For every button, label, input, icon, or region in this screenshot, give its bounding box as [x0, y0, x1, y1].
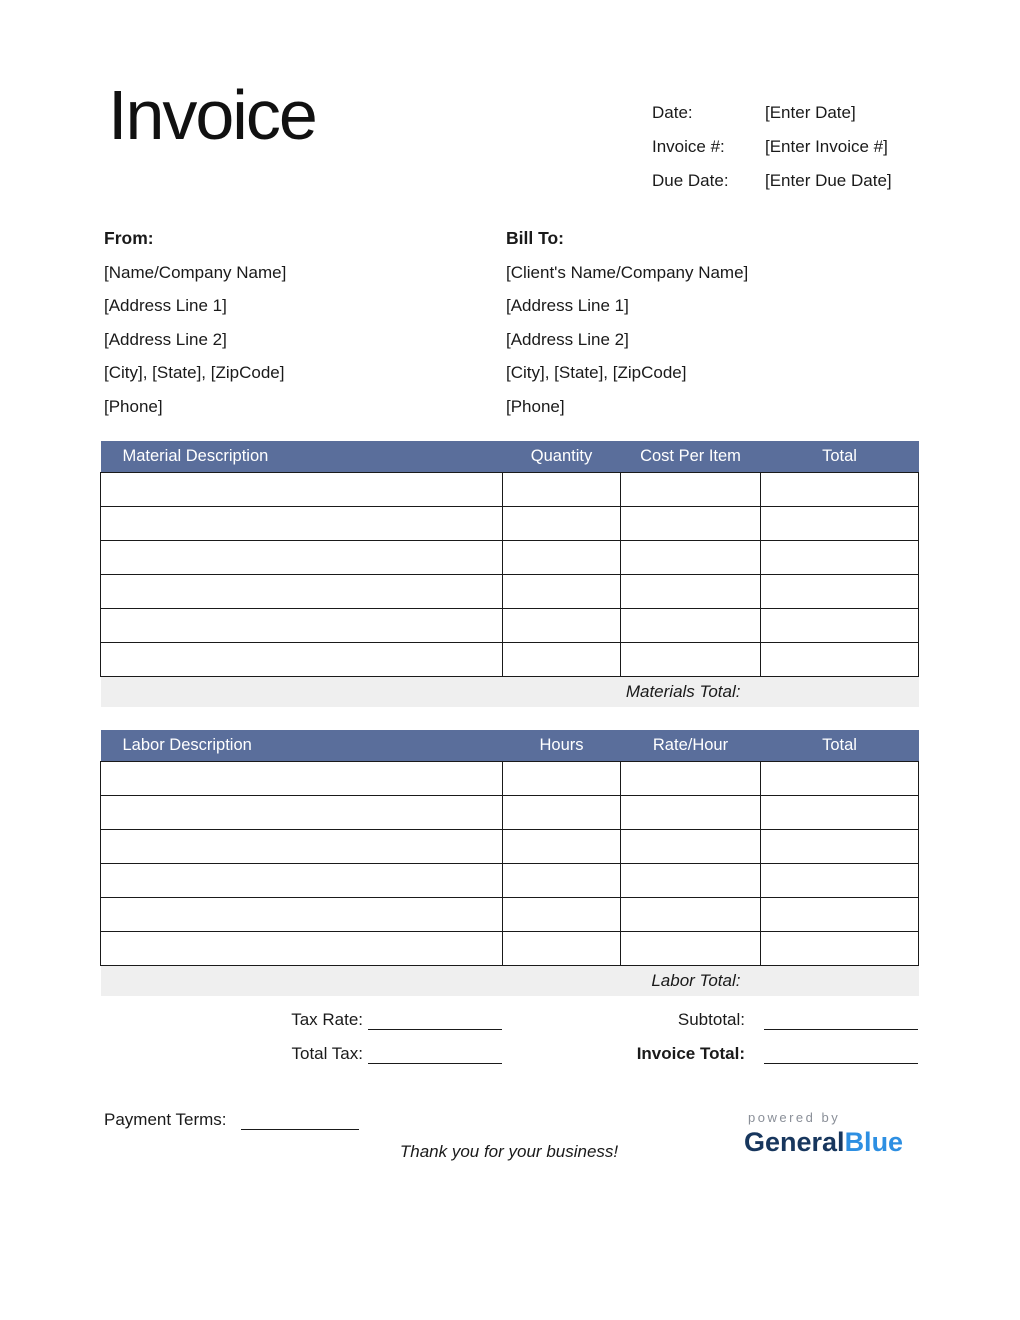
table-cell[interactable] [621, 931, 761, 965]
table-cell[interactable] [101, 795, 503, 829]
table-row [101, 608, 919, 642]
table-cell[interactable] [503, 761, 621, 795]
materials-quantity-header: Quantity [503, 441, 621, 472]
subtotal-field[interactable] [764, 1027, 918, 1030]
table-cell[interactable] [503, 540, 621, 574]
from-address2-field[interactable]: [Address Line 2] [104, 329, 227, 349]
table-cell[interactable] [503, 897, 621, 931]
invoice-title: Invoice [108, 76, 316, 154]
bill-to-block [506, 222, 908, 424]
total-tax-label: Total Tax: [291, 1044, 363, 1063]
table-cell[interactable] [503, 506, 621, 540]
invoice-number-label: Invoice #: [652, 137, 725, 156]
table-cell[interactable] [761, 863, 919, 897]
table-row [101, 761, 919, 795]
materials-table-body [101, 472, 919, 676]
table-cell[interactable] [101, 897, 503, 931]
materials-total-label: Materials Total: [101, 676, 761, 707]
subtotal-label: Subtotal: [677, 1010, 745, 1029]
materials-table [100, 441, 919, 707]
labor-total-row [101, 965, 919, 996]
table-row [101, 642, 919, 676]
client-city-field[interactable]: [City], [State], [ZipCode] [506, 363, 687, 383]
from-block [104, 222, 506, 424]
logo-general-text: General [744, 1127, 845, 1157]
table-cell[interactable] [761, 506, 919, 540]
table-cell[interactable] [761, 795, 919, 829]
table-row [101, 829, 919, 863]
table-cell[interactable] [621, 540, 761, 574]
table-cell[interactable] [101, 863, 503, 897]
table-cell[interactable] [761, 897, 919, 931]
table-cell[interactable] [503, 829, 621, 863]
labor-rate-header: Rate/Hour [621, 730, 761, 761]
table-cell[interactable] [503, 863, 621, 897]
table-row [101, 795, 919, 829]
table-cell[interactable] [761, 761, 919, 795]
table-row [101, 574, 919, 608]
client-address2-field[interactable]: [Address Line 2] [506, 329, 629, 349]
table-cell[interactable] [761, 472, 919, 506]
table-cell[interactable] [621, 863, 761, 897]
table-row [101, 540, 919, 574]
table-row [101, 506, 919, 540]
table-cell[interactable] [503, 795, 621, 829]
date-value-field[interactable]: [Enter Date] [765, 103, 856, 122]
table-row [101, 897, 919, 931]
invoice-total-field[interactable] [764, 1061, 918, 1064]
table-cell[interactable] [621, 608, 761, 642]
client-phone-field[interactable]: [Phone] [506, 396, 565, 416]
table-cell[interactable] [101, 931, 503, 965]
materials-total-header: Total [761, 441, 919, 472]
labor-table-body [101, 761, 919, 965]
due-date-label: Due Date: [652, 171, 729, 190]
powered-by-text: powered by [748, 1110, 841, 1125]
table-cell[interactable] [621, 795, 761, 829]
date-label: Date: [652, 103, 693, 122]
labor-description-header: Labor Description [101, 730, 503, 761]
table-cell[interactable] [621, 897, 761, 931]
labor-total-label: Labor Total: [101, 965, 761, 996]
from-heading: From: [104, 228, 154, 248]
labor-table-header [101, 730, 919, 761]
table-cell[interactable] [761, 574, 919, 608]
total-tax-field[interactable] [368, 1061, 502, 1064]
logo-blue-text: Blue [844, 1127, 904, 1157]
table-cell[interactable] [621, 642, 761, 676]
payment-terms-row [104, 1106, 359, 1130]
table-row [101, 863, 919, 897]
totals-section [100, 1008, 918, 1076]
table-row [101, 931, 919, 965]
table-cell[interactable] [101, 472, 503, 506]
table-cell[interactable] [101, 642, 503, 676]
table-cell[interactable] [761, 931, 919, 965]
labor-total-value-cell[interactable] [761, 965, 919, 996]
table-cell[interactable] [101, 829, 503, 863]
materials-total-row [101, 676, 919, 707]
materials-table-header [101, 441, 919, 472]
due-date-field[interactable]: [Enter Due Date] [765, 171, 892, 190]
materials-total-value-cell[interactable] [761, 676, 919, 707]
client-name-field[interactable]: [Client's Name/Company Name] [506, 262, 749, 282]
table-cell[interactable] [621, 829, 761, 863]
from-address1-field[interactable]: [Address Line 1] [104, 296, 227, 316]
table-cell[interactable] [101, 574, 503, 608]
payment-terms-label: Payment Terms: [104, 1110, 227, 1129]
materials-description-header: Material Description [101, 441, 503, 472]
labor-hours-header: Hours [503, 730, 621, 761]
thank-you-message: Thank you for your business! [399, 1142, 619, 1161]
table-cell[interactable] [761, 829, 919, 863]
from-phone-field[interactable]: [Phone] [104, 396, 163, 416]
labor-table [100, 730, 919, 996]
table-cell[interactable] [101, 608, 503, 642]
tax-rate-label: Tax Rate: [291, 1010, 363, 1029]
table-cell[interactable] [621, 472, 761, 506]
table-row [101, 472, 919, 506]
materials-cost-header: Cost Per Item [621, 441, 761, 472]
invoice-total-label: Invoice Total: [636, 1044, 745, 1063]
table-cell[interactable] [503, 642, 621, 676]
client-address1-field[interactable]: [Address Line 1] [506, 296, 629, 316]
address-section [104, 222, 918, 424]
table-cell[interactable] [621, 761, 761, 795]
brand-block [744, 1110, 903, 1157]
table-cell[interactable] [503, 608, 621, 642]
table-cell[interactable] [621, 574, 761, 608]
table-cell[interactable] [761, 642, 919, 676]
table-cell[interactable] [503, 472, 621, 506]
invoice-number-field[interactable]: [Enter Invoice #] [765, 137, 888, 156]
table-cell[interactable] [761, 608, 919, 642]
invoice-meta [652, 102, 892, 191]
generalblue-logo [744, 1127, 903, 1157]
table-cell[interactable] [101, 540, 503, 574]
table-cell[interactable] [101, 506, 503, 540]
table-cell[interactable] [503, 931, 621, 965]
table-cell[interactable] [761, 540, 919, 574]
from-city-field[interactable]: [City], [State], [ZipCode] [104, 363, 285, 383]
from-name-field[interactable]: [Name/Company Name] [104, 262, 287, 282]
table-cell[interactable] [621, 506, 761, 540]
table-cell[interactable] [101, 761, 503, 795]
payment-terms-field[interactable] [241, 1127, 359, 1130]
table-cell[interactable] [503, 574, 621, 608]
bill-to-heading: Bill To: [506, 228, 564, 248]
labor-total-header: Total [761, 730, 919, 761]
tax-rate-field[interactable] [368, 1027, 502, 1030]
